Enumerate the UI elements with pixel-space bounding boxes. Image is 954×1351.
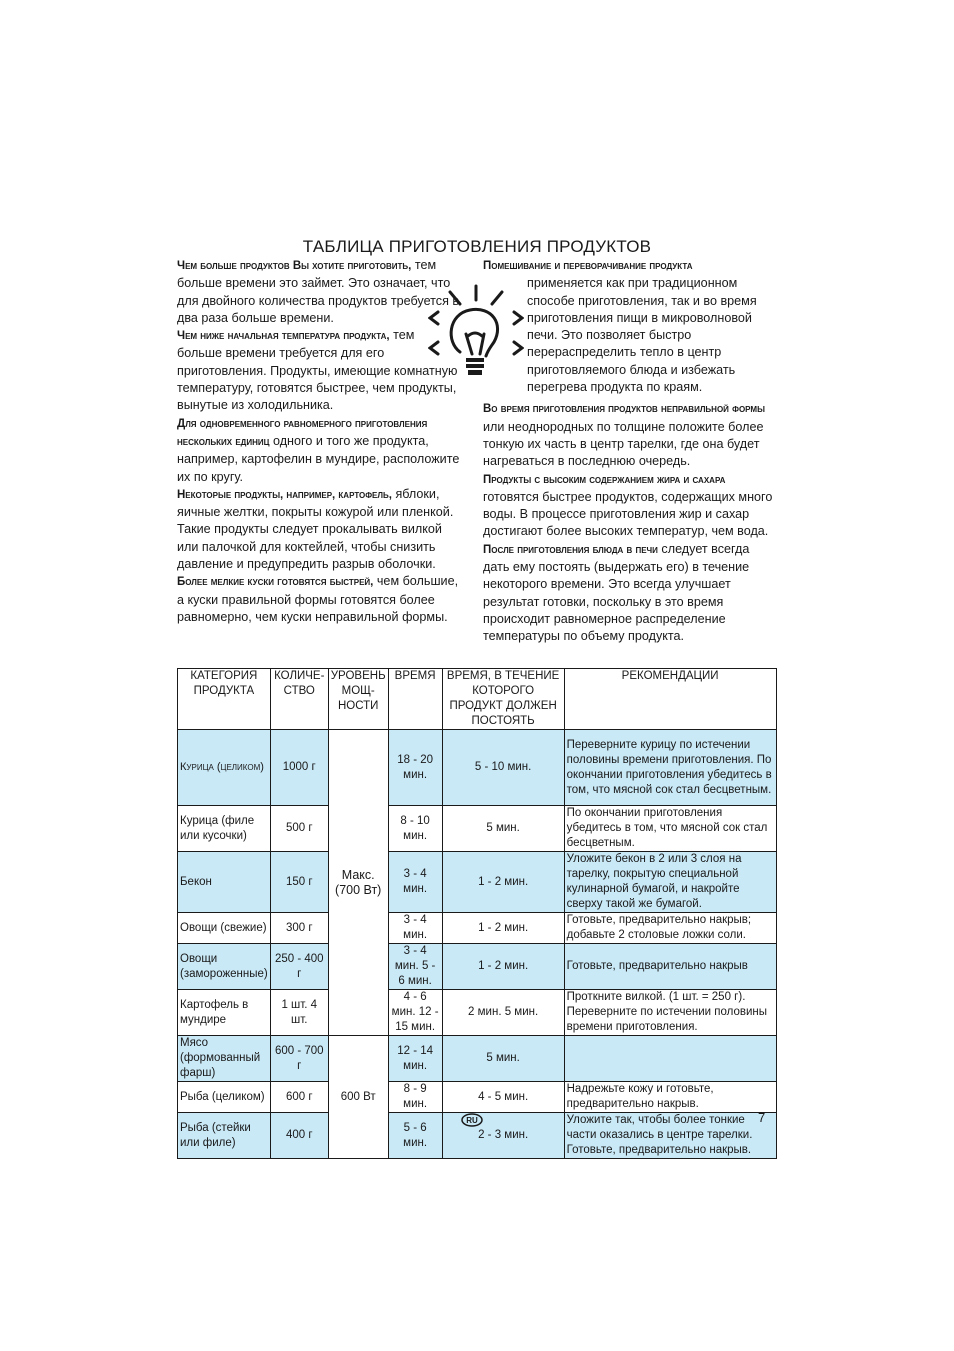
table-row xyxy=(178,913,777,944)
header-category: КАТЕГОРИЯ ПРОДУКТА xyxy=(178,669,271,730)
cell-category: Бекон xyxy=(178,852,271,913)
right-paragraph-1 xyxy=(483,257,773,275)
cell-time: 18 - 20 мин. xyxy=(388,730,442,806)
cell-quantity: 300 г xyxy=(270,913,328,944)
cell-time: 12 - 14 мин. xyxy=(388,1036,442,1082)
cell-standing-time: 5 мин. xyxy=(442,1036,564,1082)
right-paragraph-2 xyxy=(483,400,773,470)
cell-power: Макс. (700 Вт) xyxy=(328,730,388,1036)
cell-standing-time: 1 - 2 мин. xyxy=(442,852,564,913)
header-power: УРОВЕНЬ МОЩ-НОСТИ xyxy=(328,669,388,730)
cell-category: Рыба (целиком) xyxy=(178,1082,271,1113)
lead-text: Для одновременного равномерного приготовления нескольких единиц xyxy=(177,417,428,448)
table-row xyxy=(178,990,777,1036)
cell-quantity: 250 - 400 г xyxy=(270,944,328,990)
cell-category: Овощи (замороженные) xyxy=(178,944,271,990)
cell-recommendation: Уложите так, чтобы более тонкие части оказались в центре тарелки. Готовьте, предварительно накрыв. xyxy=(564,1113,776,1159)
cell-standing-time: 1 - 2 мин. xyxy=(442,944,564,990)
header-recommendations: РЕКОМЕНДАЦИИ xyxy=(564,669,776,730)
cell-time: 3 - 4 мин. 5 - 6 мин. xyxy=(388,944,442,990)
lead-text: Чем больше продуктов Вы хотите приготовить, xyxy=(177,260,412,272)
left-column xyxy=(177,257,462,626)
right-column xyxy=(483,257,773,646)
cell-category: Картофель в мундире xyxy=(178,990,271,1036)
page-title: ТАБЛИЦА ПРИГОТОВЛЕНИЯ ПРОДУКТОВ xyxy=(302,237,652,256)
table-row xyxy=(178,852,777,913)
body-text: яблоки, яичные желтки, покрыты кожурой или пленкой. Такие продукты следует прокалывать вилкой или палочкой для коктейлей, чтобы снизить давление и предупредить разрыв оболочки. xyxy=(177,486,454,572)
body-text: применяется как при традиционном способе приготовления, так и во время приготовления пищи в микроволновой печи. Это позволяет быстро перераспределить тепло в центр приготовляемого блюда и избежать перегрева продукта по краям. xyxy=(527,276,757,395)
lead-text: После приготовления блюда в печи xyxy=(483,543,658,556)
cell-time: 4 - 6 мин. 12 - 15 мин. xyxy=(388,990,442,1036)
lead-text: Более мелкие куски готовятся быстрей, xyxy=(177,576,374,589)
cell-quantity: 400 г xyxy=(270,1113,328,1159)
table-header-row xyxy=(178,669,777,730)
lead-text: Чем ниже начальная температура продукта, xyxy=(177,330,390,343)
right-paragraph-1-body xyxy=(483,275,767,396)
header-standing-time: ВРЕМЯ, В ТЕЧЕНИЕ КОТОРОГО ПРОДУКТ ДОЛЖЕН ПОСТОЯТЬ xyxy=(442,669,564,730)
cell-standing-time: 5 мин. xyxy=(442,806,564,852)
language-logo xyxy=(461,1113,483,1127)
cell-category: Рыба (стейки или филе) xyxy=(178,1113,271,1159)
body-text: тем больше времени требуется для его приготовления. Продукты, имеющие комнатную температуру, готовятся быстрее, чем продукты, вынутые из холодильника. xyxy=(177,328,458,413)
lead-text: Продукты с высоким содержанием жира и сахара xyxy=(483,473,726,486)
lead-text: Во время приготовления продуктов неправильной формы xyxy=(483,403,765,416)
cell-quantity: 600 г xyxy=(270,1082,328,1113)
left-paragraph-1 xyxy=(177,257,462,327)
cell-standing-time: 4 - 5 мин. xyxy=(442,1082,564,1113)
cell-quantity: 1 шт. 4 шт. xyxy=(270,990,328,1036)
header-time: ВРЕМЯ xyxy=(388,669,442,730)
lead-text: Помешивание и переворачивание продукта xyxy=(483,260,693,272)
body-text: тем больше времени это займет. Это означает, что для двойного количества продуктов требуется в два раза больше времени. xyxy=(177,258,460,325)
left-paragraph-4 xyxy=(177,486,462,573)
right-paragraph-3 xyxy=(483,471,773,541)
body-text: готовятся быстрее продуктов, содержащих много воды. В процессе приготовления жир и сахар достигают более высоких температур, чем вода. xyxy=(483,489,773,539)
cell-quantity: 500 г xyxy=(270,806,328,852)
body-text: одного и того же продукта, например, картофелин в мундире, расположите их по кругу. xyxy=(177,433,460,484)
cell-time: 8 - 10 мин. xyxy=(388,806,442,852)
body-text: следует всегда дать ему постоять (выдержать его) в течение некоторого времени. Это всегда улучшает результат готовки, поскольку в это время происходит равномерное распределение температуры по объему продукта. xyxy=(483,541,750,644)
cell-category: Овощи (свежие) xyxy=(178,913,271,944)
cell-recommendation: Готовьте, предварительно накрыв; добавьте 2 столовые ложки соли. xyxy=(564,913,776,944)
cell-quantity: 600 - 700 г xyxy=(270,1036,328,1082)
page-number: 7 xyxy=(758,1110,766,1125)
table-row xyxy=(178,944,777,990)
left-paragraph-3 xyxy=(177,415,462,486)
cell-recommendation: По окончании приготовления убедитесь в том, что мясной сок стал бесцветным. xyxy=(564,806,776,852)
cell-category: Курица (филе или кусочки) xyxy=(178,806,271,852)
cell-quantity: 1000 г xyxy=(270,730,328,806)
table-row xyxy=(178,1082,777,1113)
header-quantity: КОЛИЧЕ-СТВО xyxy=(270,669,328,730)
cell-standing-time: 5 - 10 мин. xyxy=(442,730,564,806)
left-paragraph-5 xyxy=(177,573,462,626)
cooking-table xyxy=(177,668,777,1159)
table-row xyxy=(178,730,777,806)
cell-power: 600 Вт xyxy=(328,1036,388,1159)
cell-recommendation: Уложите бекон в 2 или 3 слоя на тарелку, покрытую специальной кулинарной бумагой, и накройте сверху такой же бумагой. xyxy=(564,852,776,913)
left-paragraph-2 xyxy=(177,327,462,414)
cell-recommendation: Надрежьте кожу и готовьте, предварительно накрыв. xyxy=(564,1082,776,1113)
cell-time: 3 - 4 мин. xyxy=(388,913,442,944)
logo-text: RU xyxy=(466,1116,478,1125)
cell-standing-time: 1 - 2 мин. xyxy=(442,913,564,944)
cell-quantity: 150 г xyxy=(270,852,328,913)
table-row xyxy=(178,806,777,852)
right-paragraph-4 xyxy=(483,541,773,646)
cell-category: Мясо (формованный фарш) xyxy=(178,1036,271,1082)
cell-recommendation: Готовьте, предварительно накрыв xyxy=(564,944,776,990)
cell-standing-time: 2 мин. 5 мин. xyxy=(442,990,564,1036)
lead-text: Некоторые продукты, например, картофель, xyxy=(177,488,392,501)
table-row xyxy=(178,1036,777,1082)
cell-time: 3 - 4 мин. xyxy=(388,852,442,913)
cell-time: 5 - 6 мин. xyxy=(388,1113,442,1159)
cell-recommendation: Переверните курицу по истечении половины времени приготовления. По окончании приготовления убедитесь в том, что мясной сок стал бесцветным. xyxy=(564,730,776,806)
cell-standing-time: 2 - 3 мин. xyxy=(442,1113,564,1159)
cell-recommendation xyxy=(564,1036,776,1082)
body-text: чем большие, а куски правильной формы готовятся более равномерно, чем куски неправильной формы. xyxy=(177,574,459,624)
cell-time: 8 - 9 мин. xyxy=(388,1082,442,1113)
cell-category: Курица (целиком) xyxy=(178,730,271,806)
cell-recommendation: Проткните вилкой. (1 шт. = 250 г). Переверните по истечении половины времени приготовления. xyxy=(564,990,776,1036)
body-text: или неоднородных по толщине положите более тонкую их часть в центр тарелки, где она будет нагреваться в последнюю очередь. xyxy=(483,419,764,469)
